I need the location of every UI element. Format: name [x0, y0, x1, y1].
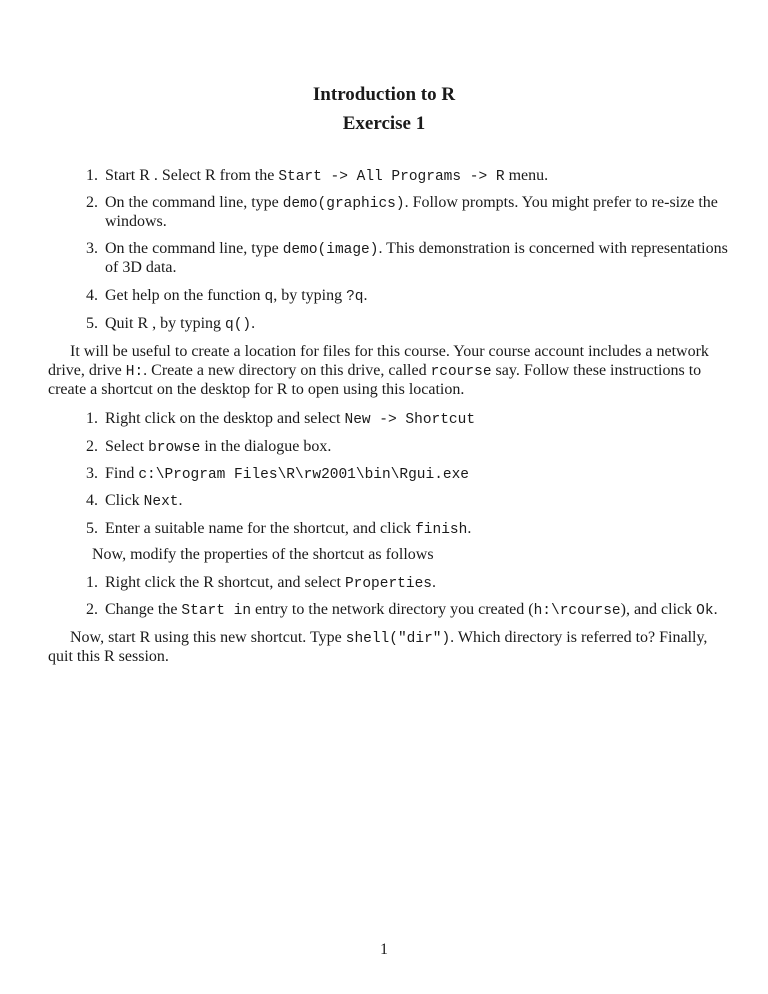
text-run: Right click on the desktop and select — [105, 410, 345, 427]
code-literal: ?q — [346, 289, 364, 305]
code-literal: browse — [148, 440, 201, 456]
list-item — [105, 409, 475, 430]
document-title: Introduction to R — [312, 84, 456, 105]
code-literal: H: — [125, 364, 144, 380]
document-subtitle: Exercise 1 — [342, 113, 426, 134]
text-run: ), and click — [620, 601, 697, 618]
code-literal: demo(image) — [282, 242, 379, 258]
code-literal: q() — [225, 317, 252, 333]
list-item — [105, 519, 471, 540]
list-number: 1. — [86, 410, 98, 427]
text-run: Now, start R using this new shortcut. Type — [70, 629, 346, 646]
text-run: Click — [105, 492, 144, 509]
page-number: 1 — [380, 941, 388, 958]
code-literal: Next — [143, 494, 179, 510]
text-run: . This demonstration is concerned with representations — [378, 240, 728, 257]
text-run: , by typing — [273, 287, 347, 304]
list-number: 5. — [86, 520, 98, 537]
text-run: . — [363, 287, 368, 304]
list-number: 2. — [86, 194, 98, 211]
list-item — [105, 286, 368, 307]
list-item — [105, 600, 718, 621]
text-run: Start R . Select R from the — [105, 167, 279, 184]
text-run: in the dialogue box. — [200, 438, 332, 455]
text-run: . — [251, 315, 256, 332]
code-literal: demo(graphics) — [282, 196, 405, 212]
para3-line2: quit this R session. — [48, 648, 169, 665]
para1-line3: create a shortcut on the desktop for R to open using this location. — [48, 381, 465, 398]
text-run: . — [178, 492, 183, 509]
text-run: Quit R , by typing — [105, 315, 226, 332]
text-run: . — [713, 601, 718, 618]
code-literal: Properties — [344, 576, 432, 592]
code-literal: c:\Program Files\R\rw2001\bin\Rgui.exe — [138, 467, 469, 483]
list-item — [105, 437, 331, 458]
code-literal: Start -> All Programs -> R — [278, 169, 505, 185]
text-run: Find — [105, 465, 139, 482]
list-item — [105, 491, 182, 512]
text-run: say. Follow these instructions to — [491, 362, 702, 379]
list-number: 2. — [86, 601, 98, 618]
list-number: 1. — [86, 167, 98, 184]
text-run: Right click the R shortcut, and select — [105, 574, 345, 591]
text-run: . — [431, 574, 436, 591]
text-run: entry to the network directory you created ( — [251, 601, 534, 618]
list-item — [105, 573, 436, 594]
list-item — [105, 193, 718, 214]
code-literal: Start in — [181, 603, 252, 619]
text-run: . Which directory is referred to? Finally, — [450, 629, 708, 646]
para3-line1 — [70, 628, 707, 649]
text-run: Get help on the function — [105, 287, 265, 304]
list-item — [105, 314, 255, 335]
text-run: . Follow prompts. You might prefer to re-size the — [404, 194, 718, 211]
para1-line2 — [48, 361, 701, 382]
list-number: 3. — [86, 240, 98, 257]
para2: Now, modify the properties of the shortcut as follows — [92, 546, 434, 563]
list-number: 5. — [86, 315, 98, 332]
list-number: 4. — [86, 492, 98, 509]
text-run: On the command line, type — [105, 240, 283, 257]
text-run: On the command line, type — [105, 194, 283, 211]
code-literal: rcourse — [430, 364, 492, 380]
code-literal: Ok — [696, 603, 714, 619]
text-run: Select — [105, 438, 149, 455]
text-run: Enter a suitable name for the shortcut, and click — [105, 520, 416, 537]
text-run: Change the — [105, 601, 182, 618]
list-item — [105, 464, 469, 485]
list-number: 3. — [86, 465, 98, 482]
list-number: 2. — [86, 438, 98, 455]
para1-line1: It will be useful to create a location for files for this course. Your course account includes a network — [70, 343, 709, 360]
text-run: . — [467, 520, 472, 537]
code-literal: New -> Shortcut — [344, 412, 476, 428]
code-literal: finish — [415, 522, 468, 538]
list-number: 4. — [86, 287, 98, 304]
code-literal: shell("dir") — [345, 631, 451, 647]
code-literal: h:\rcourse — [533, 603, 621, 619]
list-number: 1. — [86, 574, 98, 591]
text-run: menu. — [504, 167, 549, 184]
list-item — [105, 166, 548, 187]
list-item-continuation: of 3D data. — [105, 259, 177, 276]
text-run: drive, drive — [48, 362, 126, 379]
list-item-continuation: windows. — [105, 213, 167, 230]
code-literal: q — [264, 289, 274, 305]
text-run: . Create a new directory on this drive, called — [143, 362, 431, 379]
list-item — [105, 239, 728, 260]
